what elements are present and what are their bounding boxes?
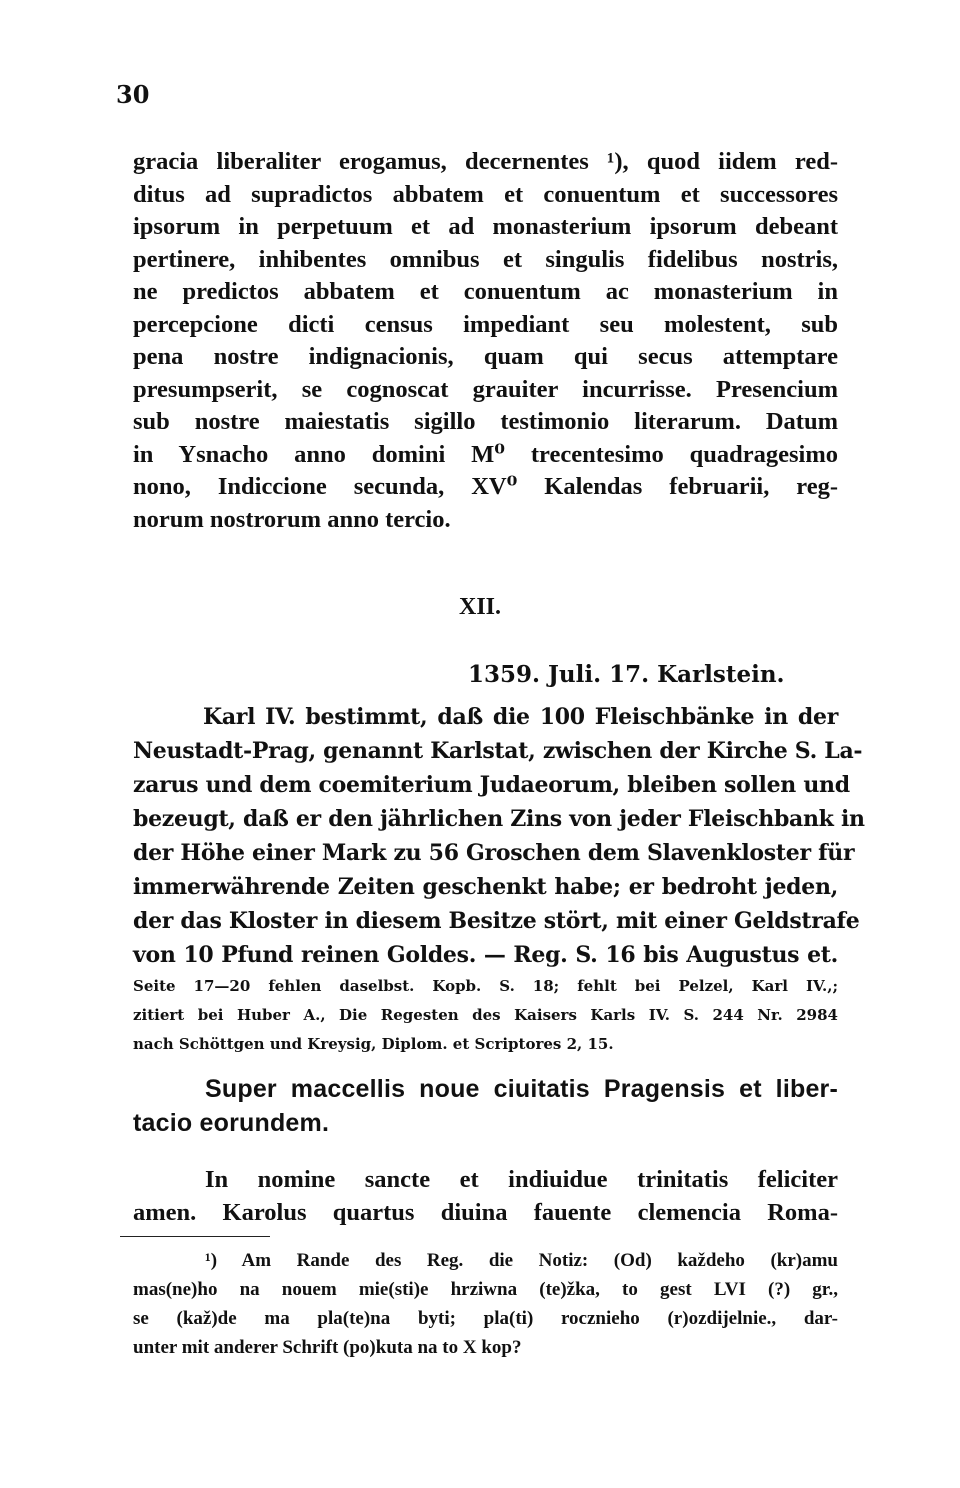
text-line: amen. Karolus quartus diuina fauente clemencia Roma- <box>133 1198 838 1226</box>
regest-line: der Höhe einer Mark zu 56 Groschen dem Slavenkloster für <box>133 840 855 866</box>
regest-note-line: zitiert bei Huber A., Die Regesten des Kaisers Karls IV. S. 244 Nr. 2984 <box>133 1006 838 1024</box>
regest-line: bezeugt, daß er den jährlichen Zins von jeder Fleischbank in <box>133 806 865 832</box>
heading-line: tacio eorundem. <box>133 1109 330 1137</box>
latin-paragraph <box>133 146 838 536</box>
text-line: pertinere, inhibentes omnibus et singulis fidelibus nostris, <box>133 245 838 273</box>
footnote-line: unter mit anderer Schrift (po)kuta na to X kop? <box>133 1337 522 1358</box>
text-line: In nomine sancte et indiuidue trinitatis feliciter <box>205 1166 838 1193</box>
regest-line: von 10 Pfund reinen Goldes. — Reg. S. 16 bis Augustus et. <box>133 942 838 968</box>
regest-line: zarus und dem coemiterium Judaeorum, bleiben sollen und <box>133 772 850 798</box>
regest-line: Neustadt-Prag, genannt Karlstat, zwischen der Kirche S. La- <box>133 738 863 764</box>
text-line: in Ysnacho anno domini M⁰ trecentesimo quadragesimo <box>133 440 838 468</box>
text-line: ne predictos abbatem et conuentum ac monasterium in <box>133 278 838 305</box>
text-line: ipsorum in perpetuum et ad monasterium ipsorum debeant <box>133 213 838 240</box>
text-line: norum nostrorum anno tercio. <box>133 505 451 533</box>
heading-line: Super maccellis noue ciuitatis Pragensis et liber- <box>205 1075 838 1103</box>
text-line: gracia liberaliter erogamus, decernentes ¹), quod iidem red- <box>133 148 838 175</box>
text-line: nono, Indiccione secunda, XV⁰ Kalendas februarii, reg- <box>133 473 838 500</box>
footnote-line: mas(ne)ho na nouem mie(sti)e hrziwna (te)žka, to gest LVI (?) gr., <box>133 1279 838 1300</box>
footnote-line: se (kaž)de ma pla(te)na byti; pla(ti) rocznieho (r)ozdijelnie., dar- <box>133 1308 838 1329</box>
latin-opening <box>133 1164 838 1229</box>
text-line: ditus ad supradictos abbatem et conuentum et successores <box>133 180 838 208</box>
regest-line: immerwährende Zeiten geschenkt habe; er bedroht jeden, <box>133 874 838 900</box>
regest-line: Karl IV. bestimmt, daß die 100 Fleischbänke in der <box>203 704 838 730</box>
text-line: percepcione dicti census impediant seu molestent, sub <box>133 310 838 338</box>
text-line: pena nostre indignacionis, quam qui secus attemptare <box>133 343 838 370</box>
regest-note-line: Seite 17—20 fehlen daselbst. Kopb. S. 18; fehlt bei Pelzel, Karl IV.,; <box>133 977 838 995</box>
german-regest <box>133 700 865 1059</box>
footnote-line: ¹) Am Rande des Reg. die Notiz: (Od) každeho (kr)amu <box>205 1250 838 1271</box>
text-line: presumpserit, se cognoscat grauiter incurrisse. Presencium <box>133 375 838 403</box>
text-line: sub nostre maiestatis sigillo testimonio literarum. Datum <box>133 408 838 435</box>
section-number: XII. <box>458 594 501 620</box>
regest-note-line: nach Schöttgen und Kreysig, Diplom. et Scriptores 2, 15. <box>133 1035 614 1053</box>
footnote <box>133 1246 838 1362</box>
document-dateline: 1359. Juli. 17. Karlstein. <box>468 661 785 688</box>
page-number: 30 <box>116 80 150 109</box>
footnote-separator <box>120 1236 270 1237</box>
section-heading <box>133 1072 838 1140</box>
regest-line: der das Kloster in diesem Besitze stört, mit einer Geldstrafe <box>133 908 860 934</box>
